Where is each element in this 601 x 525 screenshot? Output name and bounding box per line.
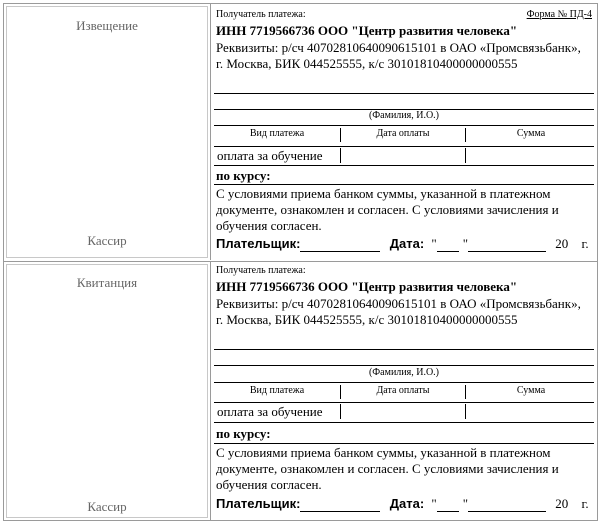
receipt-section: [212, 262, 596, 521]
notice-col-date: Дата оплаты: [376, 128, 430, 139]
receipt-left-frame: [6, 264, 208, 518]
notice-date-label: Дата:: [389, 236, 425, 251]
receipt-payment-row: [214, 404, 594, 421]
notice-payer-blank[interactable]: [300, 238, 380, 252]
receipt-cashier-label: Кассир: [87, 499, 127, 514]
notice-cashier-label: Кассир: [87, 233, 127, 248]
notice-course-label: по курсу:: [216, 168, 271, 183]
notice-year-prefix: 20: [555, 236, 569, 251]
receipt-inn-line: ИНН 7719566736 ООО "Центр развития человека": [216, 279, 518, 294]
notice-signature-line: [216, 236, 589, 253]
notice-line: [214, 93, 594, 94]
receipt-year-prefix: 20: [555, 496, 569, 511]
receipt-line: [214, 422, 594, 423]
notice-line: [214, 146, 594, 147]
quote-mark: ": [462, 496, 469, 511]
notice-fio-label: (Фамилия, И.О.): [368, 110, 440, 121]
receipt-col-date: Дата оплаты: [376, 385, 430, 396]
notice-line: [214, 184, 594, 185]
quote-mark: ": [431, 236, 437, 251]
receipt-payment-type: оплата за обучение: [217, 404, 323, 419]
receipt-left-panel: [4, 262, 210, 520]
receipt-payer-blank[interactable]: [300, 498, 380, 512]
notice-divider: [210, 4, 211, 260]
notice-month-blank[interactable]: [468, 238, 546, 252]
receipt-divider: [210, 262, 211, 520]
quote-mark: ": [431, 496, 437, 511]
receipt-date-label: Дата:: [389, 496, 425, 511]
receipt-course-label: по курсу:: [216, 426, 271, 441]
receipt-payer-label: Плательщик:: [216, 496, 301, 511]
form-number: Форма № ПД-4: [526, 9, 592, 20]
notice-conditions: С условиями приема банком суммы, указанной в платежном документе, ознакомлен и согласен. С условиями зачисления и обучения согласен.: [216, 186, 559, 233]
notice-col-sum: Сумма: [516, 128, 546, 139]
column-separator: [465, 404, 466, 419]
receipt-col-type: Вид платежа: [249, 385, 305, 396]
notice-col-type: Вид платежа: [249, 128, 305, 139]
receipt-col-sum: Сумма: [516, 385, 546, 396]
notice-year-suffix: г.: [581, 236, 589, 251]
notice-left-panel: [4, 4, 210, 260]
receipt-recipient-label: Получатель платежа:: [216, 265, 306, 276]
receipt-requisites: Реквизиты: р/сч 40702810640090615101 в ОАО «Промсвязьбанк», г. Москва, БИК 044525555, к/с 30101810400000000555: [216, 296, 581, 327]
notice-left-frame: [6, 6, 208, 258]
notice-payment-header: [214, 128, 594, 143]
column-separator: [340, 148, 341, 163]
notice-section: [212, 3, 596, 261]
receipt-month-blank[interactable]: [468, 498, 546, 512]
receipt-conditions: С условиями приема банком суммы, указанной в платежном документе, ознакомлен и согласен. С условиями зачисления и обучения согласен.: [216, 445, 559, 492]
receipt-fio-label: (Фамилия, И.О.): [368, 367, 440, 378]
notice-recipient-label: Получатель платежа:: [216, 9, 306, 20]
receipt-signature-line: [216, 496, 589, 513]
quote-mark: ": [462, 236, 469, 251]
notice-title: Извещение: [76, 18, 138, 33]
notice-payer-label: Плательщик:: [216, 236, 301, 251]
column-separator: [465, 148, 466, 163]
receipt-payment-header: [214, 385, 594, 400]
notice-day-blank[interactable]: [437, 238, 459, 252]
receipt-day-blank[interactable]: [437, 498, 459, 512]
receipt-year-suffix: г.: [581, 496, 589, 511]
notice-inn-line: ИНН 7719566736 ООО "Центр развития человека": [216, 23, 518, 38]
notice-payment-type: оплата за обучение: [217, 148, 323, 163]
receipt-line: [214, 349, 594, 350]
notice-line: [214, 125, 594, 126]
notice-requisites: Реквизиты: р/сч 40702810640090615101 в ОАО «Промсвязьбанк», г. Москва, БИК 044525555, к/с 30101810400000000555: [216, 40, 581, 71]
receipt-line: [214, 443, 594, 444]
notice-payment-row: [214, 148, 594, 165]
notice-line: [214, 165, 594, 166]
receipt-line: [214, 382, 594, 383]
receipt-line: [214, 402, 594, 403]
column-separator: [340, 404, 341, 419]
receipt-payer-name-line: [214, 365, 594, 366]
receipt-title: Квитанция: [76, 275, 138, 290]
